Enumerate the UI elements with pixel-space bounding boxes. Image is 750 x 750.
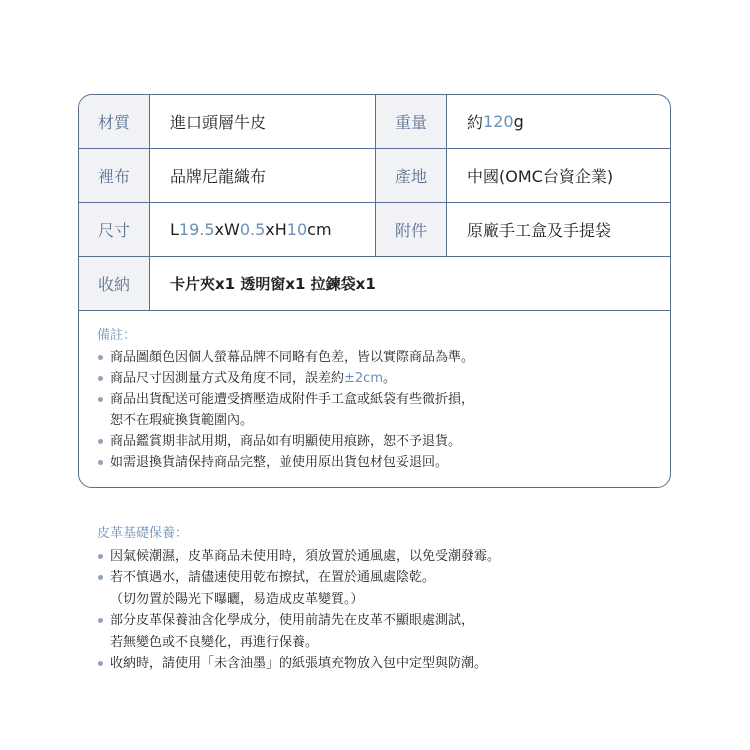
notes-item — [97, 389, 652, 410]
care-item — [97, 610, 717, 632]
spec-row-material — [79, 95, 670, 149]
spec-row-size — [79, 203, 670, 257]
notes-section — [79, 311, 670, 473]
storage-value: 卡片夾x1 透明窗x1 拉鍊袋x1 — [170, 275, 376, 293]
weight-label: 重量 — [376, 95, 447, 148]
spec-row-storage — [79, 257, 670, 311]
size-height: 10 — [286, 220, 308, 239]
tolerance-value: ±2cm — [344, 371, 383, 386]
material-label: 材質 — [79, 95, 150, 148]
bullet-dot-icon — [98, 376, 103, 381]
bullet-dot-icon — [98, 575, 103, 580]
care-text: 若不慎遇水，請儘速使用乾布擦拭，在置於通風處陰乾。 — [110, 570, 436, 585]
size-h: xH — [265, 220, 287, 239]
bullet-dot-icon — [98, 618, 103, 623]
lining-label: 裡布 — [79, 149, 150, 202]
bullet-dot-icon — [98, 554, 103, 559]
weight-prefix: 約 — [467, 113, 484, 132]
bullet-dot-icon — [98, 397, 103, 402]
notes-item — [97, 452, 652, 473]
weight-value — [447, 95, 670, 148]
care-section — [97, 523, 717, 675]
bullet-dot-icon — [98, 355, 103, 360]
care-title: 皮革基礎保養： — [97, 526, 189, 541]
notes-text: 商品圖顏色因個人螢幕品牌不同略有色差，皆以實際商品為準。 — [110, 350, 475, 365]
notes-text: 商品出貨配送可能遭受擠壓造成附件手工盒或紙袋有些微折損， — [110, 392, 475, 407]
care-text: 收納時，請使用「未含油墨」的紙張填充物放入包中定型與防潮。 — [110, 656, 488, 671]
notes-title: 備註： — [97, 328, 137, 343]
notes-continuation: 恕不在瑕疵換貨範圍內。 — [110, 413, 254, 428]
care-item — [97, 567, 717, 589]
notes-text: 商品鑑賞期非試用期，商品如有明顯使用痕跡，恕不予退貨。 — [110, 434, 462, 449]
accessory-value: 原廠手工盒及手提袋 — [467, 221, 612, 240]
care-continuation: 若無變色或不良變化，再進行保養。 — [110, 634, 319, 650]
notes-text-part: 商品尺寸因測量方式及角度不同，誤差約 — [110, 371, 345, 386]
care-item — [97, 653, 717, 675]
spec-table — [78, 94, 671, 488]
notes-item — [97, 347, 652, 368]
size-label: 尺寸 — [79, 203, 150, 256]
care-text: 部分皮革保養油含化學成分，使用前請先在皮革不顯眼處測試， — [110, 613, 475, 628]
notes-text — [110, 368, 396, 389]
size-value — [150, 203, 376, 256]
notes-item — [97, 368, 652, 389]
care-item — [97, 546, 717, 568]
origin-value: 中國(OMC台資企業) — [467, 167, 614, 186]
care-continuation: （切勿置於陽光下曝曬，易造成皮革變質。） — [110, 591, 364, 607]
size-length: 19.5 — [178, 220, 215, 239]
spec-row-lining — [79, 149, 670, 203]
bullet-dot-icon — [98, 439, 103, 444]
size-w: xW — [214, 220, 240, 239]
lining-value: 品牌尼龍織布 — [150, 149, 376, 202]
weight-number: 120 — [483, 112, 514, 131]
material-value: 進口頭層牛皮 — [150, 95, 376, 148]
origin-label: 產地 — [376, 149, 447, 202]
care-text: 因氣候潮濕，皮革商品未使用時，須放置於通風處，以免受潮發霉。 — [110, 548, 501, 564]
size-l: L — [170, 220, 179, 239]
accessory-label: 附件 — [376, 203, 447, 256]
notes-text: 如需退換貨請保持商品完整，並使用原出貨包材包妥退回。 — [110, 455, 449, 470]
bullet-dot-icon — [98, 460, 103, 465]
size-width: 0.5 — [239, 220, 266, 239]
storage-label: 收納 — [79, 257, 150, 310]
notes-item — [97, 431, 652, 452]
bullet-dot-icon — [98, 661, 103, 666]
size-unit: cm — [307, 220, 332, 239]
weight-unit: g — [513, 112, 524, 131]
notes-text-part: 。 — [383, 371, 397, 386]
